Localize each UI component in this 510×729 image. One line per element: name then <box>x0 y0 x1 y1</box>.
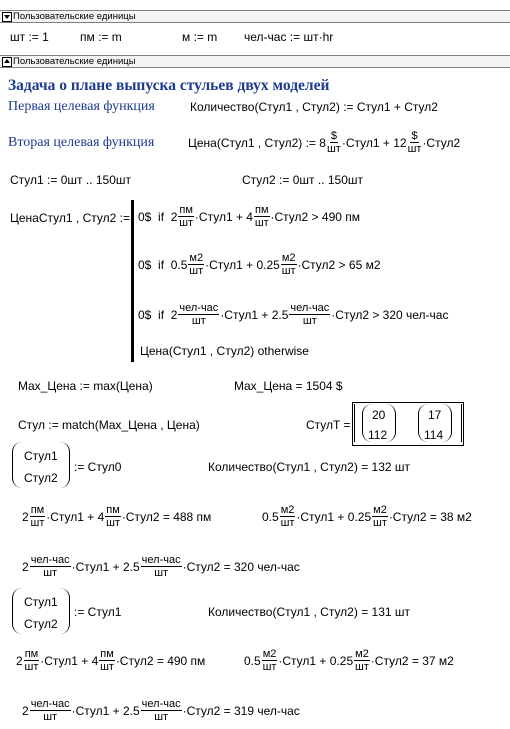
unit-fraction: $\frac{\text{чел-час}}{шт}$ <box>141 698 181 723</box>
sol1-eq2[interactable] <box>244 648 454 673</box>
region-header-top[interactable] <box>0 10 510 23</box>
collapse-arrow-icon[interactable] <box>2 12 12 22</box>
coef: 2 <box>170 209 178 224</box>
condition: ·Стул2 > 65 м2 <box>297 257 381 272</box>
unit-fraction: $\frac{м2}{шт}$ <box>262 648 277 673</box>
coef: 2 <box>22 509 29 524</box>
term: ·Стул1 + 2.5 <box>220 307 289 322</box>
term: ·Стул1 + 4 <box>40 653 99 668</box>
cost-lhs[interactable]: ЦенаСтул1 , Стул2 := <box>10 211 130 225</box>
term: ·Стул1 + 2.5 <box>71 703 140 718</box>
unit-fraction: $\frac{\text{чел-час}}{шт}$ <box>141 554 181 579</box>
sol1-assign[interactable]: := Стул1 <box>74 605 122 619</box>
unit-fraction: $\frac{\text{чел-час}}{шт}$ <box>30 554 70 579</box>
objective2-lhs: Цена(Стул1 , Стул2) := 8 <box>188 135 326 150</box>
unit-fraction: $\frac{м2}{шт}$ <box>280 504 295 529</box>
result: ·Стул2 = 320 чел-час <box>182 559 300 574</box>
region-label: Пользовательские единицы <box>13 11 136 22</box>
keyword-if: if <box>158 257 165 272</box>
objective2-tail: ·Стул2 <box>422 135 461 150</box>
range-stul1[interactable]: Стул1 := 0шт .. 150шт <box>10 173 131 187</box>
result: ·Стул2 = 37 м2 <box>370 653 454 668</box>
objective1-label: Первая целевая функция <box>8 99 155 114</box>
unit-fraction: $\frac{м2}{шт}$ <box>355 648 369 673</box>
objective2-label: Вторая целевая функция <box>8 135 155 150</box>
keyword-if: if <box>158 209 165 224</box>
unit-fraction: $\frac{м2}{шт}$ <box>281 252 296 277</box>
vec1-top: Стул1 <box>24 595 58 609</box>
result: ·Стул2 = 38 м2 <box>388 509 472 524</box>
program-line-3[interactable] <box>138 302 448 327</box>
term: ·Стул1 + 0.25 <box>296 509 372 524</box>
keyword-if: if <box>158 307 165 322</box>
unit-fraction: $\frac{пм}{шт}$ <box>30 504 45 529</box>
max-result[interactable]: Max_Цена = 1504 $ <box>234 379 343 393</box>
sol0-quantity[interactable]: Количество(Стул1 , Стул2) = 132 шт <box>208 460 411 474</box>
coef: 0.5 <box>262 509 279 524</box>
unit-fraction: $\frac{пм}{шт}$ <box>254 204 269 229</box>
objective1-expr[interactable]: Количество(Стул1 , Стул2) := Стул1 + Стул2 <box>190 100 438 114</box>
term: ·Стул1 + 2.5 <box>71 559 140 574</box>
result: ·Стул2 = 319 чел-час <box>182 703 300 718</box>
unit-fraction: $\frac{\$}{шт}$ <box>326 130 341 155</box>
unit-fraction: $\frac{\text{чел-час}}{шт}$ <box>30 698 70 723</box>
condition: ·Стул2 > 490 пм <box>270 209 360 224</box>
v2-0: 17 <box>428 408 442 422</box>
coef: 0.5 <box>170 257 188 272</box>
vec0-bottom: Стул2 <box>24 471 58 485</box>
unit-fraction: $\frac{\text{чел-час}}{шт}$ <box>290 302 330 327</box>
program-line-1[interactable] <box>138 204 360 229</box>
program-line-2[interactable] <box>138 252 381 277</box>
unit-fraction: $\frac{\text{чел-час}}{шт}$ <box>179 302 219 327</box>
unit-fraction: $\frac{пм}{шт}$ <box>106 504 120 529</box>
region-header-bottom[interactable] <box>0 55 510 68</box>
sol0-eq1[interactable] <box>22 504 211 529</box>
coef: 2 <box>16 653 23 668</box>
objective2-expr[interactable] <box>188 130 460 155</box>
coef: 2 <box>22 559 29 574</box>
expand-arrow-icon[interactable] <box>2 57 12 67</box>
match-def[interactable]: Стул := match(Max_Цена , Цена) <box>18 418 200 432</box>
unit-def-m: м := m <box>182 30 218 44</box>
vec0-top: Стул1 <box>24 449 58 463</box>
coef: 2 <box>22 703 29 718</box>
value: 0$ <box>138 307 152 322</box>
unit-fraction: $\frac{пм}{шт}$ <box>179 204 194 229</box>
term: ·Стул1 + 4 <box>194 209 253 224</box>
value: 0$ <box>138 209 152 224</box>
unit-fraction: $\frac{пм}{шт}$ <box>24 648 39 673</box>
v2-1: 114 <box>424 428 444 442</box>
term: ·Стул1 + 0.25 <box>205 257 280 272</box>
max-def[interactable]: Max_Цена := max(Цена) <box>18 379 153 393</box>
unit-fraction: $\frac{м2}{шт}$ <box>189 252 204 277</box>
transpose-label[interactable]: СтулT = <box>306 418 351 432</box>
v1-0: 20 <box>372 408 386 422</box>
unit-fraction: $\frac{\$}{шт}$ <box>407 130 422 155</box>
v1-1: 112 <box>368 428 388 442</box>
coef: 2 <box>170 307 178 322</box>
vec1-bottom: Стул2 <box>24 617 58 631</box>
sol1-eq3[interactable] <box>22 698 300 723</box>
unit-def-pm: пм := m <box>80 30 122 44</box>
coef: 0.5 <box>244 653 261 668</box>
page-title: Задача о плане выпуска стульев двух моделей <box>8 77 330 94</box>
range-stul2[interactable]: Стул2 := 0шт .. 150шт <box>242 173 363 187</box>
sol1-quantity[interactable]: Количество(Стул1 , Стул2) = 131 шт <box>208 605 411 619</box>
term: ·Стул1 + 0.25 <box>278 653 354 668</box>
unit-def-sht: шт := 1 <box>10 30 49 44</box>
sol0-eq2[interactable] <box>262 504 472 529</box>
program-line-4[interactable]: Цена(Стул1 , Стул2) otherwise <box>140 344 309 358</box>
unit-def-chelchas: чел-час := шт·hr <box>244 30 334 44</box>
result: ·Стул2 = 490 пм <box>115 653 206 668</box>
result: ·Стул2 = 488 пм <box>121 509 212 524</box>
value: 0$ <box>138 257 152 272</box>
objective2-mid: ·Стул1 + 12 <box>341 135 407 150</box>
unit-fraction: $\frac{м2}{шт}$ <box>373 504 387 529</box>
sol1-eq1[interactable] <box>16 648 205 673</box>
region-label: Пользовательские единицы <box>13 56 136 67</box>
program-bar <box>131 200 134 362</box>
term: ·Стул1 + 4 <box>46 509 105 524</box>
unit-fraction: $\frac{пм}{шт}$ <box>100 648 114 673</box>
sol0-assign[interactable]: := Стул0 <box>74 460 122 474</box>
sol0-eq3[interactable] <box>22 554 300 579</box>
condition: ·Стул2 > 320 чел-час <box>331 307 449 322</box>
